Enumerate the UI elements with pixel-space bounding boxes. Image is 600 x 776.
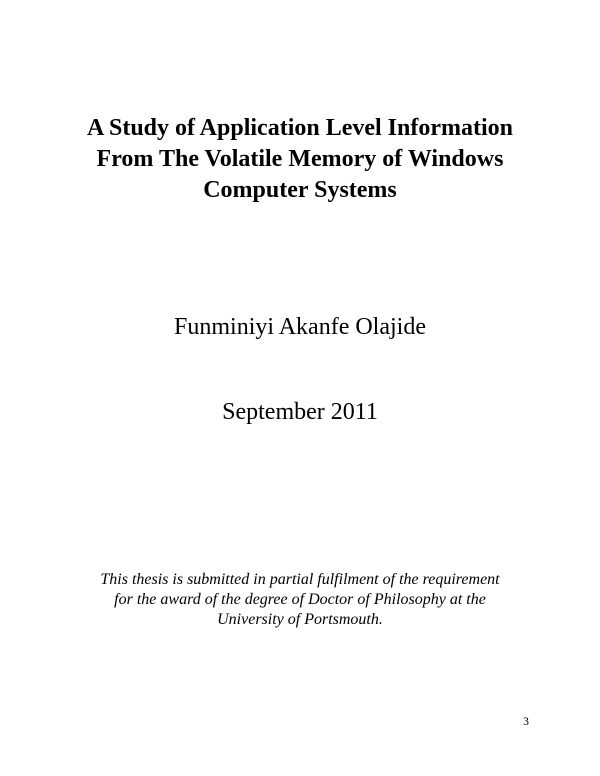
submission-statement-line-1: This thesis is submitted in partial fulfilment of the requirement bbox=[100, 571, 500, 588]
thesis-title bbox=[40, 113, 560, 206]
thesis-title-line-2: From The Volatile Memory of Windows bbox=[96, 146, 504, 172]
author-name: Funminiyi Akanfe Olajide bbox=[174, 314, 426, 340]
submission-statement bbox=[40, 570, 560, 630]
thesis-title-line-3: Computer Systems bbox=[203, 177, 397, 203]
submission-date: September 2011 bbox=[222, 399, 378, 425]
page-number: 3 bbox=[523, 714, 529, 728]
submission-statement-line-3: University of Portsmouth. bbox=[217, 611, 383, 628]
thesis-title-line-1: A Study of Application Level Information bbox=[86, 115, 514, 141]
submission-statement-line-2: for the award of the degree of Doctor of Philosophy at the bbox=[114, 591, 486, 608]
